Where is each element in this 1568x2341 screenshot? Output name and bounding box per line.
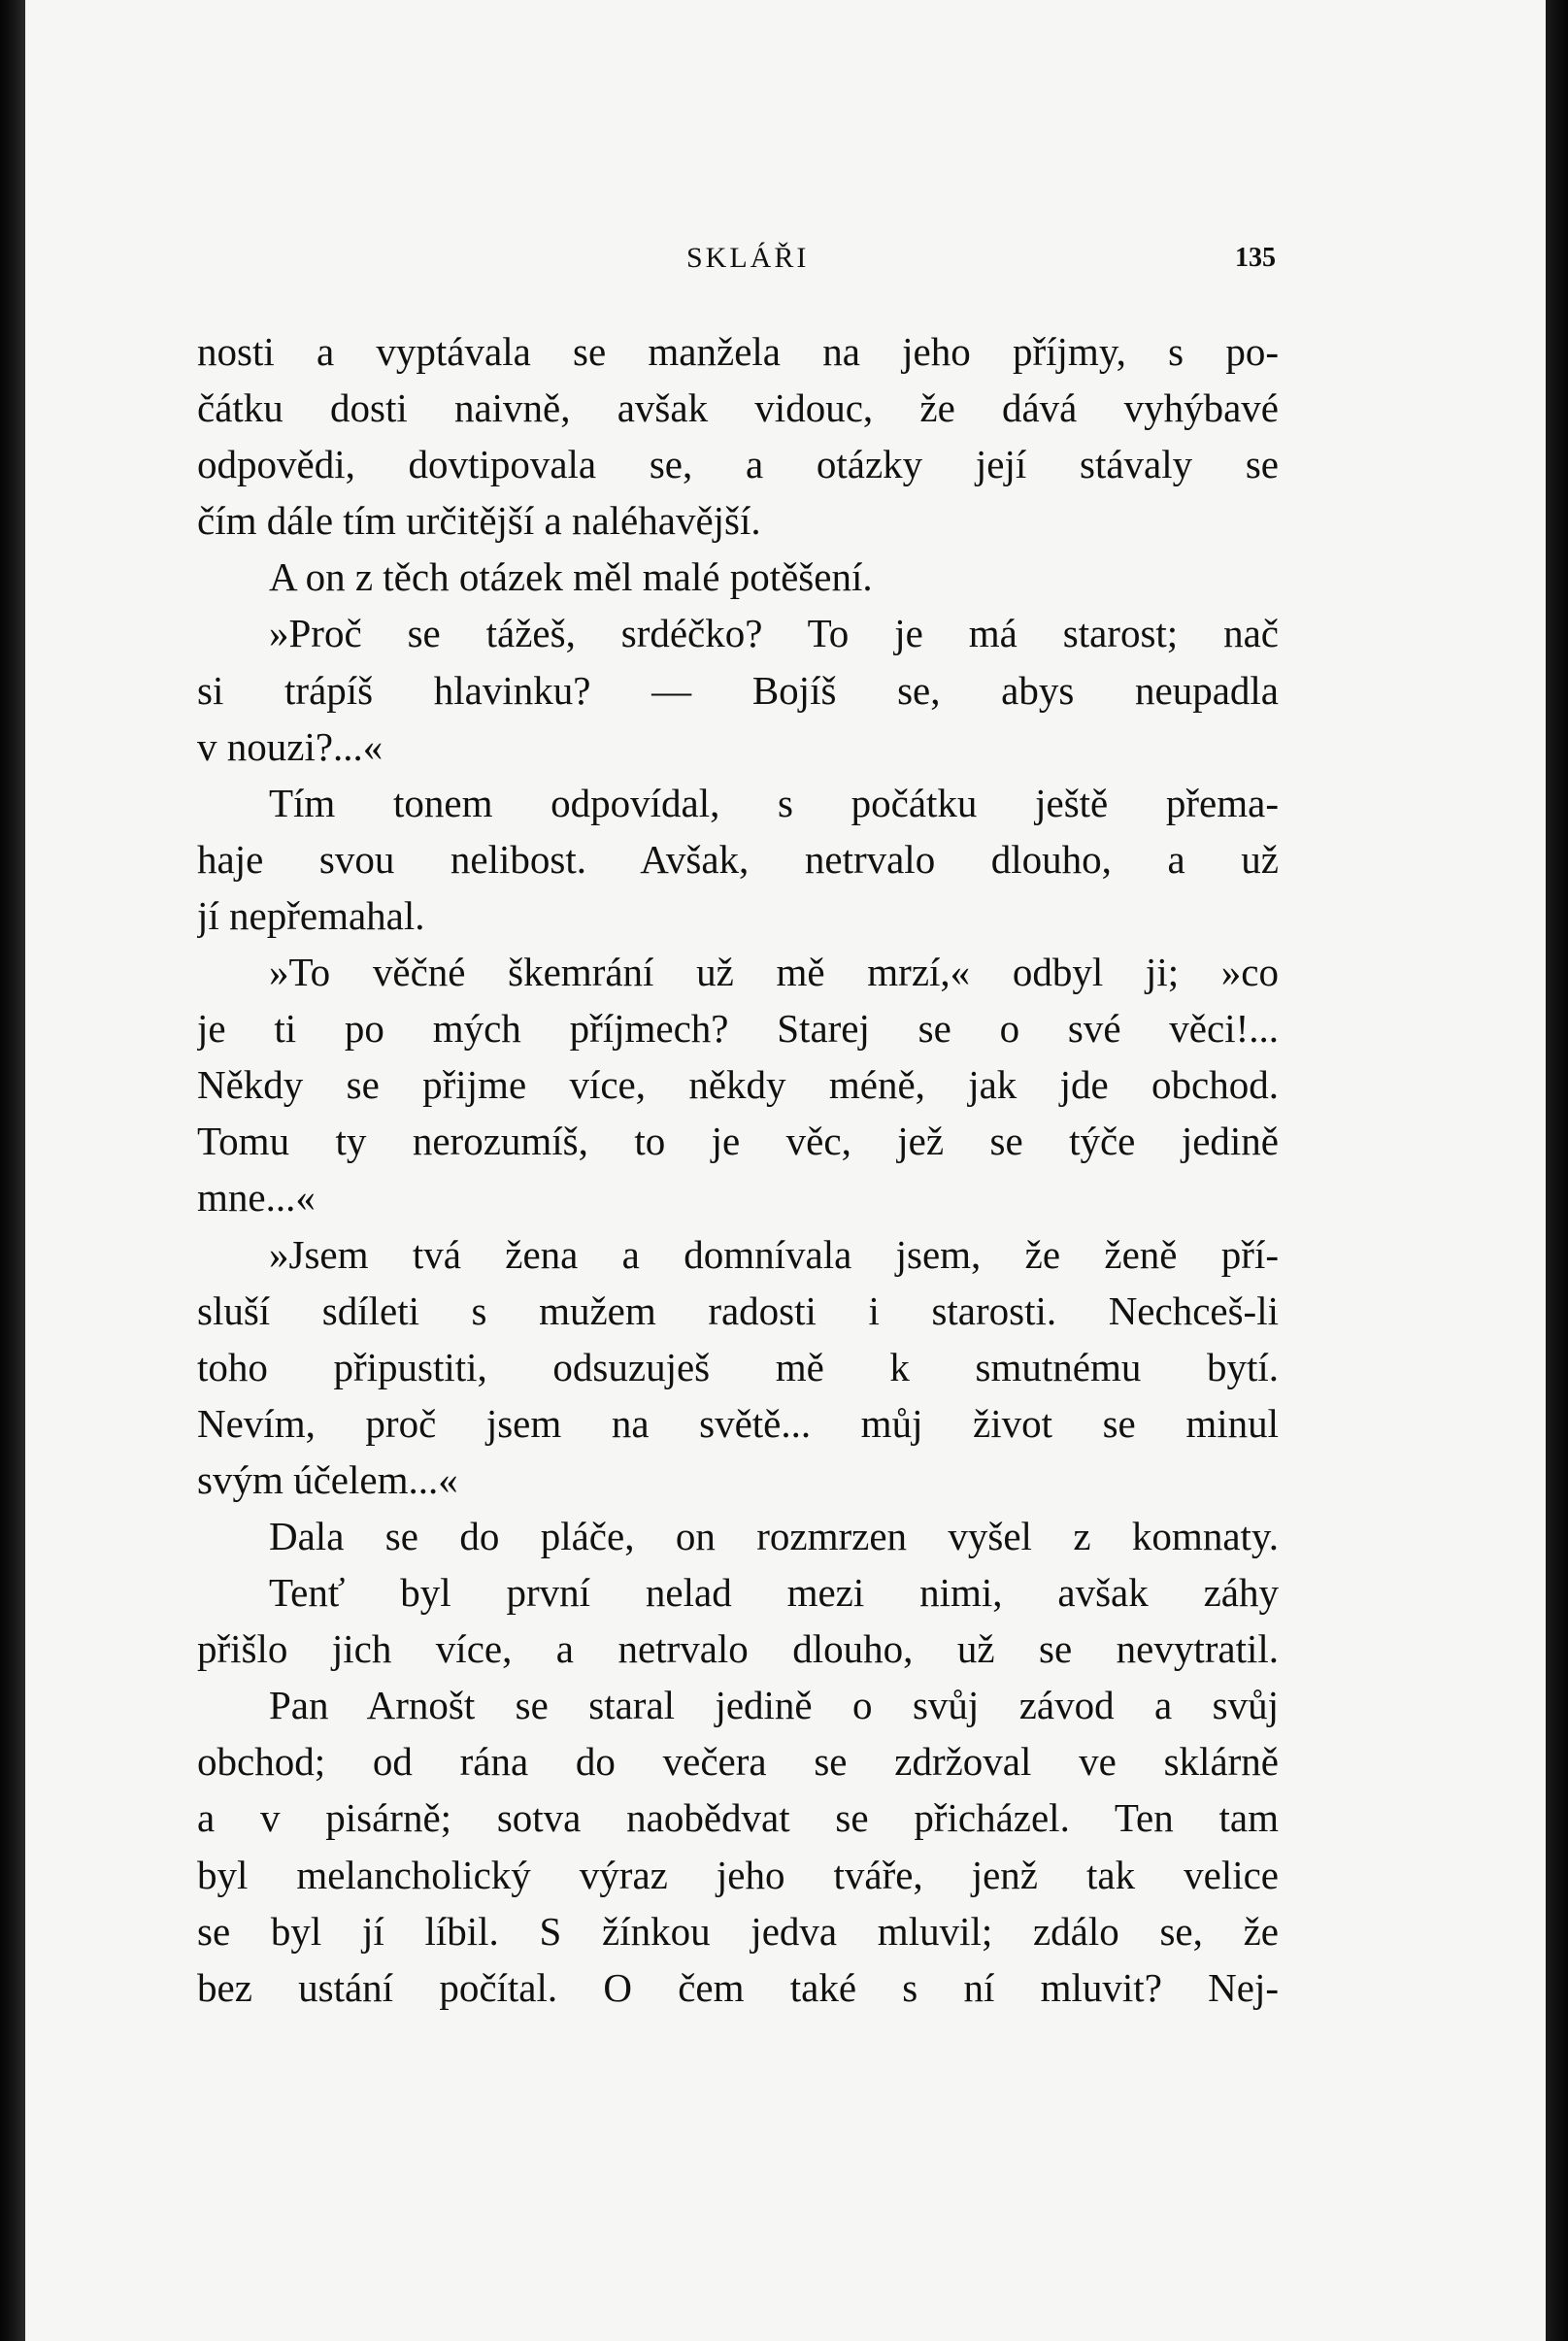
text-line: Nevím, proč jsem na světě... můj život se minul	[197, 1400, 1279, 1446]
text-line: »Jsem tvá žena a domnívala jsem, že ženě pří-	[269, 1231, 1279, 1277]
text-line: »To věčné škemrání už mě mrzí,« odbyl ji; »co	[269, 950, 1279, 995]
page-number: 135	[1235, 243, 1276, 273]
text-line: Pan Arnošt se staral jedině o svůj závod a svůj	[269, 1683, 1279, 1728]
text-line: bez ustání počítal. O čem také s ní mluvit? Nej-	[197, 1964, 1279, 2010]
text-line: odpovědi, dovtipovala se, a otázky její stávaly se	[197, 442, 1279, 487]
text-line: přišlo jich více, a netrvalo dlouho, už se nevytratil.	[197, 1626, 1279, 1672]
text-line: Dala se do pláče, on rozmrzen vyšel z komnaty.	[269, 1513, 1279, 1558]
book-spine-shadow	[0, 0, 25, 2341]
text-line: jí nepřemahal.	[197, 892, 425, 938]
text-line: je ti po mých příjmech? Starej se o své věci!...	[197, 1006, 1279, 1052]
text-line: si trápíš hlavinku? — Bojíš se, abys neupadla	[197, 667, 1279, 713]
text-line: a v pisárně; sotva naobědvat se přicházel. Ten tam	[197, 1795, 1279, 1841]
text-line: toho připustiti, odsuzuješ mě k smutnému bytí.	[197, 1344, 1279, 1389]
text-line: Tenť byl první nelad mezi nimi, avšak záhy	[269, 1570, 1279, 1616]
text-line: A on z těch otázek měl malé potěšení.	[269, 554, 873, 600]
text-line: Někdy se přijme více, někdy méně, jak jde obchod.	[197, 1062, 1279, 1108]
body-text	[197, 323, 1279, 2016]
text-line: mne...«	[197, 1175, 316, 1221]
text-line: haje svou nelibost. Avšak, netrvalo dlouho, a už	[197, 836, 1279, 882]
chapter-title: SKLÁŘI	[686, 242, 810, 274]
text-line: Tím tonem odpovídal, s počátku ještě přema-	[269, 780, 1279, 825]
text-line: sluší sdíleti s mužem radosti i starosti. Nechceš-li	[197, 1288, 1279, 1333]
text-line: čátku dosti naivně, avšak vidouc, že dává vyhýbavé	[197, 385, 1279, 431]
text-line: obchod; od rána do večera se zdržoval ve sklárně	[197, 1739, 1279, 1785]
text-line: se byl jí líbil. S žínkou jedva mluvil; zdálo se, že	[197, 1908, 1279, 1954]
text-line: nosti a vyptávala se manžela na jeho příjmy, s po-	[197, 329, 1279, 374]
text-line: Tomu ty nerozumíš, to je věc, jež se týče jedině	[197, 1119, 1279, 1164]
text-line: byl melancholický výraz jeho tváře, jenž tak velice	[197, 1852, 1279, 1897]
running-header	[25, 239, 1546, 278]
text-line: v nouzi?...«	[197, 723, 384, 769]
page-edge-shadow	[1546, 0, 1568, 2341]
text-line: »Proč se tážeš, srdéčko? To je má starost; nač	[269, 611, 1279, 656]
text-line: svým účelem...«	[197, 1456, 458, 1502]
text-line: čím dále tím určitější a naléhavější.	[197, 498, 761, 544]
book-page	[25, 0, 1546, 2341]
